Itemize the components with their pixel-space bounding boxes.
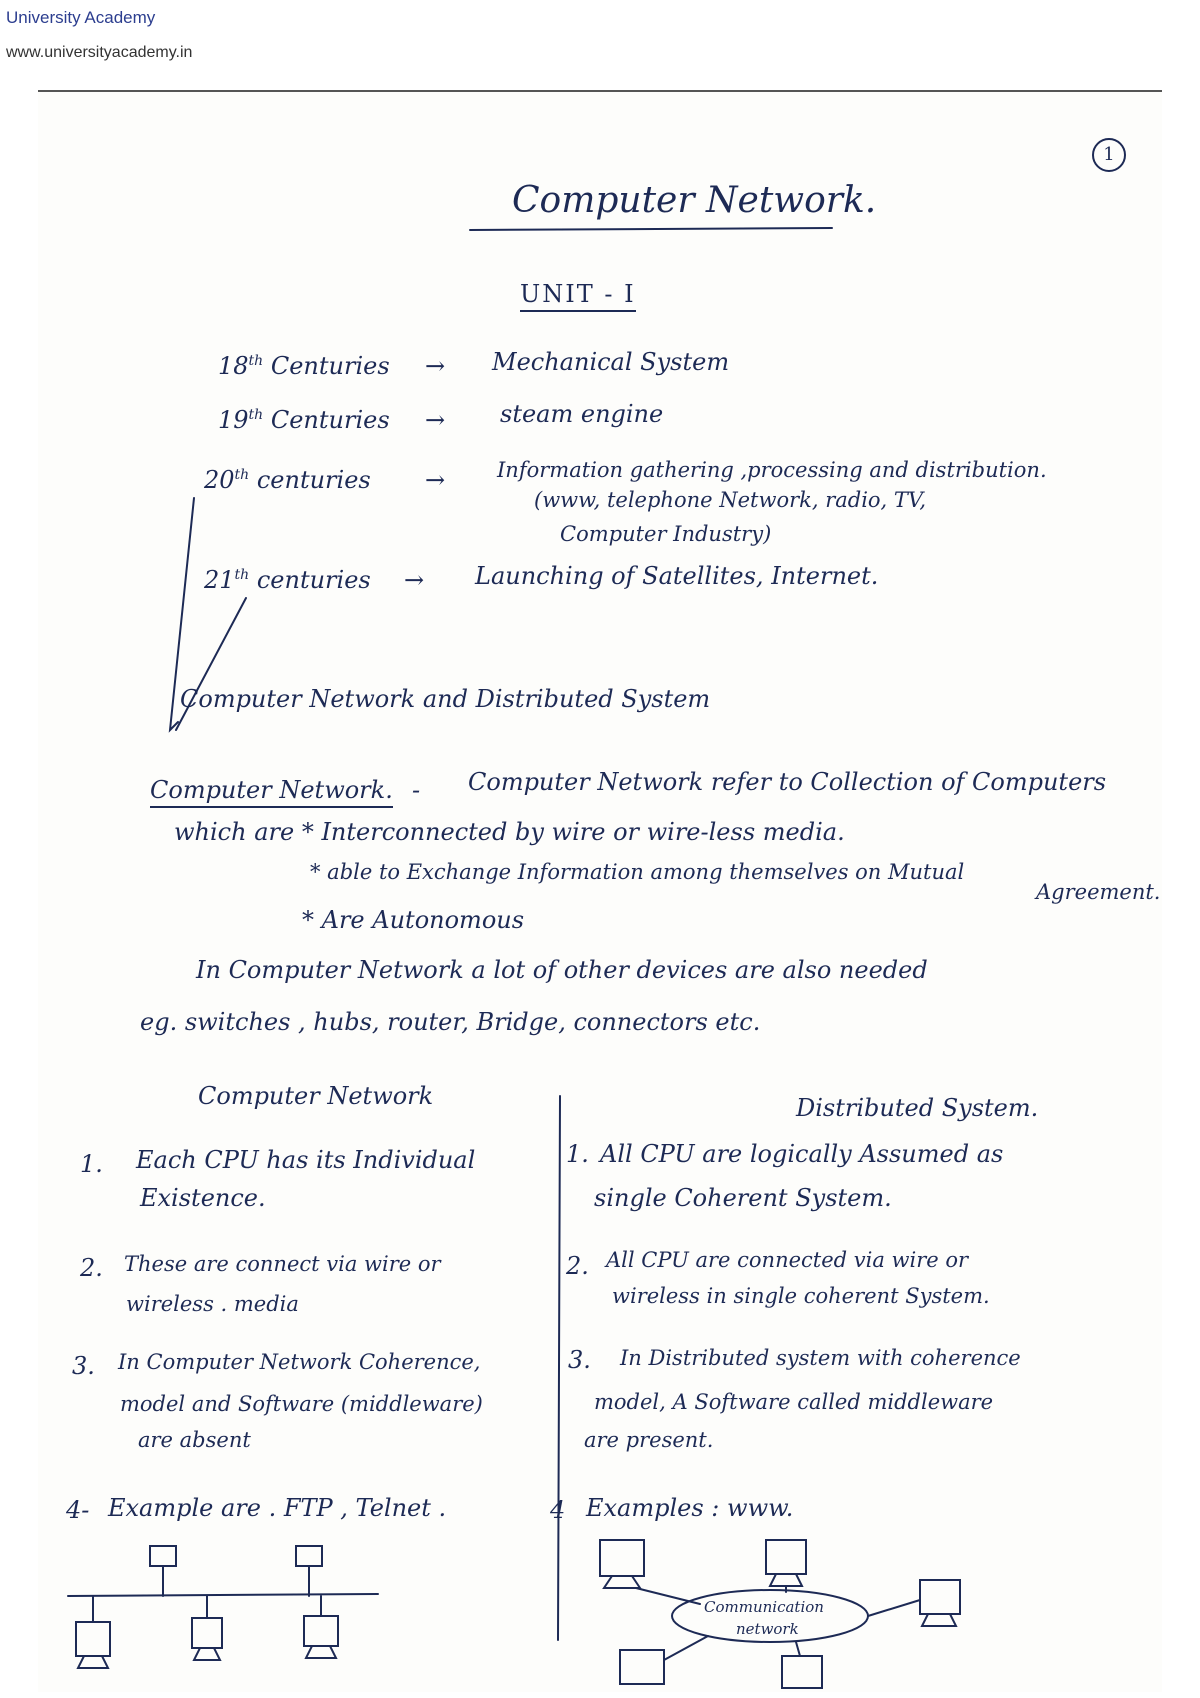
computer-icon — [600, 1540, 644, 1576]
right-item-2-l2: wireless in single coherent System. — [612, 1284, 990, 1308]
right-item-2-num: 2. — [566, 1252, 589, 1280]
left-item-4-l1: Example are . FTP , Telnet . — [108, 1494, 447, 1522]
left-item-1-l2: Existence. — [140, 1184, 266, 1212]
title-underline — [470, 228, 832, 230]
timeline-desc-18: Mechanical System — [492, 348, 730, 376]
computer-icon — [766, 1540, 806, 1574]
right-item-3-l2: model, A Software called middleware — [594, 1390, 994, 1414]
timeline-sup: th — [234, 567, 250, 583]
arrow-21: → — [404, 566, 425, 594]
bracket-diagonal — [176, 598, 246, 730]
definition-line3: * able to Exchange Information among themselves on Mutual — [310, 860, 965, 884]
timeline-num: 20 — [204, 466, 235, 494]
diagram-label-1: Communication — [704, 1598, 824, 1616]
page-title: Computer Network. — [512, 180, 877, 221]
devices-line2: eg. switches , hubs, router, Bridge, connectors etc. — [140, 1008, 761, 1036]
right-item-2-l1: All CPU are connected via wire or — [606, 1248, 969, 1272]
arrow-20: → — [425, 466, 446, 494]
timeline-desc-20: Information gathering ,processing and distribution. — [497, 458, 1047, 482]
right-item-4-l1: Examples : www. — [586, 1494, 794, 1522]
site-url[interactable]: www.universityacademy.in — [6, 44, 193, 61]
right-item-1-num: 1. — [566, 1140, 589, 1168]
right-item-3-l1: In Distributed system with coherence — [620, 1346, 1021, 1370]
right-item-4-num: 4 — [550, 1496, 566, 1524]
timeline-label: Centuries — [270, 406, 390, 434]
left-item-2-l1: These are connect via wire or — [124, 1252, 441, 1276]
left-item-1-num: 1. — [80, 1150, 103, 1178]
diagram-label-2: network — [736, 1620, 799, 1638]
page-number: 1 — [1092, 138, 1126, 172]
left-item-3-l3: are absent — [138, 1428, 251, 1452]
timeline-num: 18 — [218, 352, 249, 380]
left-item-2-l2: wireless . media — [126, 1292, 299, 1316]
cn-ds-heading: Computer Network and Distributed System — [180, 685, 711, 713]
left-item-2-num: 2. — [80, 1254, 103, 1282]
definition-line4: * Are Autonomous — [302, 906, 525, 934]
right-item-3-l3: are present. — [584, 1428, 714, 1452]
right-item-3-num: 3. — [568, 1346, 591, 1374]
timeline-num: 21 — [204, 566, 235, 594]
timeline-desc-20-cont2: Computer Industry) — [560, 522, 772, 546]
computer-icon — [150, 1546, 176, 1566]
computer-icon — [782, 1656, 822, 1688]
computer-icon — [620, 1650, 664, 1684]
timeline-label: Centuries — [270, 352, 390, 380]
definition-dash: - — [412, 776, 421, 804]
site-name: University Academy — [6, 8, 156, 27]
left-item-3-num: 3. — [72, 1352, 95, 1380]
bus-line — [68, 1594, 378, 1596]
timeline-sup: th — [248, 353, 264, 369]
computer-icon — [296, 1546, 322, 1566]
definition-line2: which are * Interconnected by wire or wire-less media. — [174, 818, 845, 846]
timeline-label: centuries — [256, 466, 371, 494]
comparison-right-heading: Distributed System. — [796, 1094, 1039, 1122]
left-item-4-num: 4- — [66, 1496, 90, 1524]
definition-term: Computer Network. — [150, 776, 393, 808]
arrow-18: → — [425, 352, 446, 380]
computer-icon — [76, 1622, 110, 1656]
bracket-line — [170, 498, 194, 730]
bus-topology-diagram — [68, 1546, 378, 1668]
arrow-19: → — [425, 406, 446, 434]
computer-icon — [920, 1580, 960, 1614]
timeline-sup: th — [248, 407, 264, 423]
definition-line3b: Agreement. — [1036, 880, 1161, 904]
timeline-sup: th — [234, 467, 250, 483]
computer-icon — [192, 1618, 222, 1648]
definition-line1: Computer Network refer to Collection of Computers — [468, 768, 1107, 796]
right-item-1-l2: single Coherent System. — [594, 1184, 892, 1212]
left-item-3-l1: In Computer Network Coherence, — [118, 1350, 481, 1374]
timeline-num: 19 — [218, 406, 249, 434]
left-item-3-l2: model and Software (middleware) — [120, 1392, 483, 1416]
comparison-left-heading: Computer Network — [198, 1082, 434, 1110]
timeline-desc-19: steam engine — [500, 400, 664, 428]
unit-heading: UNIT - I — [520, 280, 636, 312]
timeline-desc-20-cont1: (www, telephone Network, radio, TV, — [534, 488, 927, 512]
column-divider — [558, 1096, 560, 1640]
left-item-1-l1: Each CPU has its Individual — [136, 1146, 476, 1174]
timeline-desc-21: Launching of Satellites, Internet. — [475, 562, 879, 590]
timeline-label: centuries — [256, 566, 371, 594]
computer-icon — [304, 1616, 338, 1646]
devices-line1: In Computer Network a lot of other devices are also needed — [196, 956, 928, 984]
right-item-1-l1: All CPU are logically Assumed as — [600, 1140, 1004, 1168]
